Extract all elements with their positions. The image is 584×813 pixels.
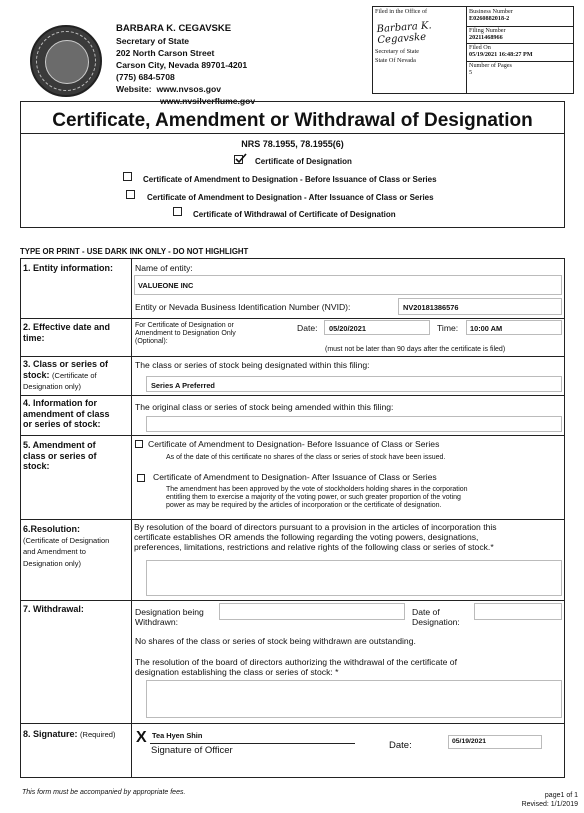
phone: (775) 684-5708	[116, 72, 175, 82]
entity-name-label: Name of entity:	[135, 263, 193, 273]
option-amend-before-label: Certificate of Amendment to Designation - Before Issuance of Class or Series	[143, 175, 437, 184]
s2-note: For Certificate of Designation or Amendment to Designation Only (Optional):	[135, 322, 236, 345]
s7-label: 7. Withdrawal:	[23, 604, 84, 614]
s1-label: 1. Entity information:	[23, 263, 113, 273]
s7-date-label: Date of Designation:	[412, 607, 460, 627]
s2-time-label: Time:	[437, 323, 459, 333]
class-series-value: Series A Preferred	[151, 381, 215, 390]
filing-number-label: Filing Number	[469, 27, 506, 34]
s5-after-label: Certificate of Amendment to Designation- After Issuance of Class or Series	[153, 472, 437, 482]
class-series-field[interactable]	[146, 376, 562, 392]
nevada-state-seal	[30, 25, 102, 97]
filed-in-label: Filed in the Office of	[375, 8, 428, 15]
signature-date-value: 05/19/2021	[452, 738, 487, 745]
website-link-1[interactable]: www.nvsos.gov	[156, 84, 222, 94]
effective-time-value: 10:00 AM	[470, 324, 503, 333]
signature-x-mark: X	[136, 729, 147, 746]
pages-count: 5	[469, 69, 473, 76]
business-number-label: Business Number	[469, 8, 513, 15]
signature-line	[150, 743, 355, 744]
effective-date-field[interactable]	[324, 320, 430, 335]
option-withdrawal-checkbox[interactable]	[173, 207, 182, 216]
s3-text: The class or series of stock being designated within this filing:	[135, 360, 370, 370]
nrs-reference: NRS 78.1955, 78.1955(6)	[241, 139, 344, 149]
sos-label: Secretary of State	[375, 48, 419, 55]
page-number: page1 of 1	[544, 792, 578, 799]
nvid-value: NV20181386576	[403, 303, 459, 312]
option-certificate-checkbox[interactable]	[234, 155, 243, 164]
effective-date-value: 05/20/2021	[329, 324, 366, 333]
s2-constraint: (must not be later than 90 days after the certificate is filed)	[325, 346, 506, 353]
s5-after-note: The amendment has been approved by the vote of stockholders holding shares in the corporation entitling them to exercise a majority of the voting power, or such greater proportion of the voting power as may be required by the articles of incorporation or the certificate of designation.	[166, 486, 468, 509]
instructions: TYPE OR PRINT - USE DARK INK ONLY - DO NOT HIGHLIGHT	[20, 247, 249, 256]
entity-name-field[interactable]	[134, 275, 562, 295]
website-label: Website:	[116, 84, 152, 94]
option-amend-before-checkbox[interactable]	[123, 172, 132, 181]
option-certificate-label: Certificate of Designation	[255, 157, 352, 166]
s2-label: 2. Effective date and time:	[23, 322, 111, 343]
s7-resolution-text: The resolution of the board of directors authorizing the withdrawal of the certificate of designation establishing the class or series of stock: *	[135, 657, 457, 677]
s6-label: 6.Resolution: (Certificate of Designation and Amendment to Designation only)	[23, 524, 110, 568]
s3-label: 3. Class or series of stock: (Certificate of Designation only)	[23, 359, 109, 391]
filed-on: 05/19/2021 16:48:27 PM	[469, 51, 533, 58]
address-line-2: Carson City, Nevada 89701-4201	[116, 60, 248, 70]
filed-on-label: Filed On	[469, 44, 491, 51]
effective-time-field[interactable]	[466, 320, 562, 335]
page-title: Certificate, Amendment or Withdrawal of Designation	[52, 110, 533, 131]
s7-no-shares: No shares of the class or series of stock being withdrawn are outstanding.	[135, 636, 416, 646]
s5-before-checkbox[interactable]	[135, 440, 143, 448]
s6-text: By resolution of the board of directors pursuant to a provision in the articles of incorporation this certificate establishes OR amends the following regarding the voting powers, designations, preferences, limitations, restrictions and relative rights of the following class or series of stock.*	[134, 522, 497, 552]
fees-note: This form must be accompanied by appropriate fees.	[22, 789, 186, 796]
s5-before-note: As of the date of this certificate no shares of the class or series of stock have been issued.	[166, 454, 446, 461]
s5-before-label: Certificate of Amendment to Designation- Before Issuance of Class or Series	[148, 439, 440, 449]
withdrawal-resolution-field[interactable]	[146, 680, 562, 718]
official-title: Secretary of State	[116, 36, 190, 46]
pages-label: Number of Pages	[469, 62, 512, 69]
s4-label: 4. Information for amendment of class or series of stock:	[23, 398, 110, 429]
filing-stamp-box	[372, 6, 574, 94]
s8-label: 8. Signature: (Required)	[23, 729, 116, 739]
option-amend-after-label: Certificate of Amendment to Designation - After Issuance of Class or Series	[147, 193, 434, 202]
official-signature: Barbara K. Cegavske	[376, 20, 433, 47]
state-label: State Of Nevada	[375, 57, 416, 64]
resolution-field[interactable]	[146, 560, 562, 596]
designation-withdrawn-field[interactable]	[219, 603, 405, 620]
s4-text: The original class or series of stock being amended within this filing:	[135, 402, 394, 412]
s8-date-label: Date:	[389, 740, 412, 751]
entity-name-value: VALUEONE INC	[138, 281, 194, 290]
signature-date-field[interactable]	[448, 735, 542, 749]
option-withdrawal-label: Certificate of Withdrawal of Certificate of Designation	[193, 210, 396, 219]
official-name: BARBARA K. CEGAVSKE	[116, 23, 232, 34]
nvid-field[interactable]	[398, 298, 562, 315]
s2-date-label: Date:	[297, 323, 318, 333]
address-line-1: 202 North Carson Street	[116, 48, 215, 58]
designation-date-field[interactable]	[474, 603, 562, 620]
s5-after-checkbox[interactable]	[137, 474, 145, 482]
option-amend-after-checkbox[interactable]	[126, 190, 135, 199]
s5-label: 5. Amendment of class or series of stock:	[23, 440, 97, 471]
sos-header	[116, 23, 255, 107]
signer-name: Tea Hyen Shin	[152, 731, 203, 740]
revised-date: Revised: 1/1/2019	[521, 801, 578, 808]
business-number: E0260882018-2	[469, 15, 510, 22]
original-class-field[interactable]	[146, 416, 562, 432]
website-link-2[interactable]: www.nvsilverflume.gov	[160, 96, 256, 106]
filing-number: 20211468966	[469, 34, 503, 41]
nvid-label: Entity or Nevada Business Identification Number (NVID):	[135, 302, 351, 312]
signature-label[interactable]: Signature of Officer	[151, 745, 233, 756]
checkmark-icon	[235, 153, 247, 165]
s7-desig-label: Designation being Withdrawn:	[135, 607, 204, 627]
